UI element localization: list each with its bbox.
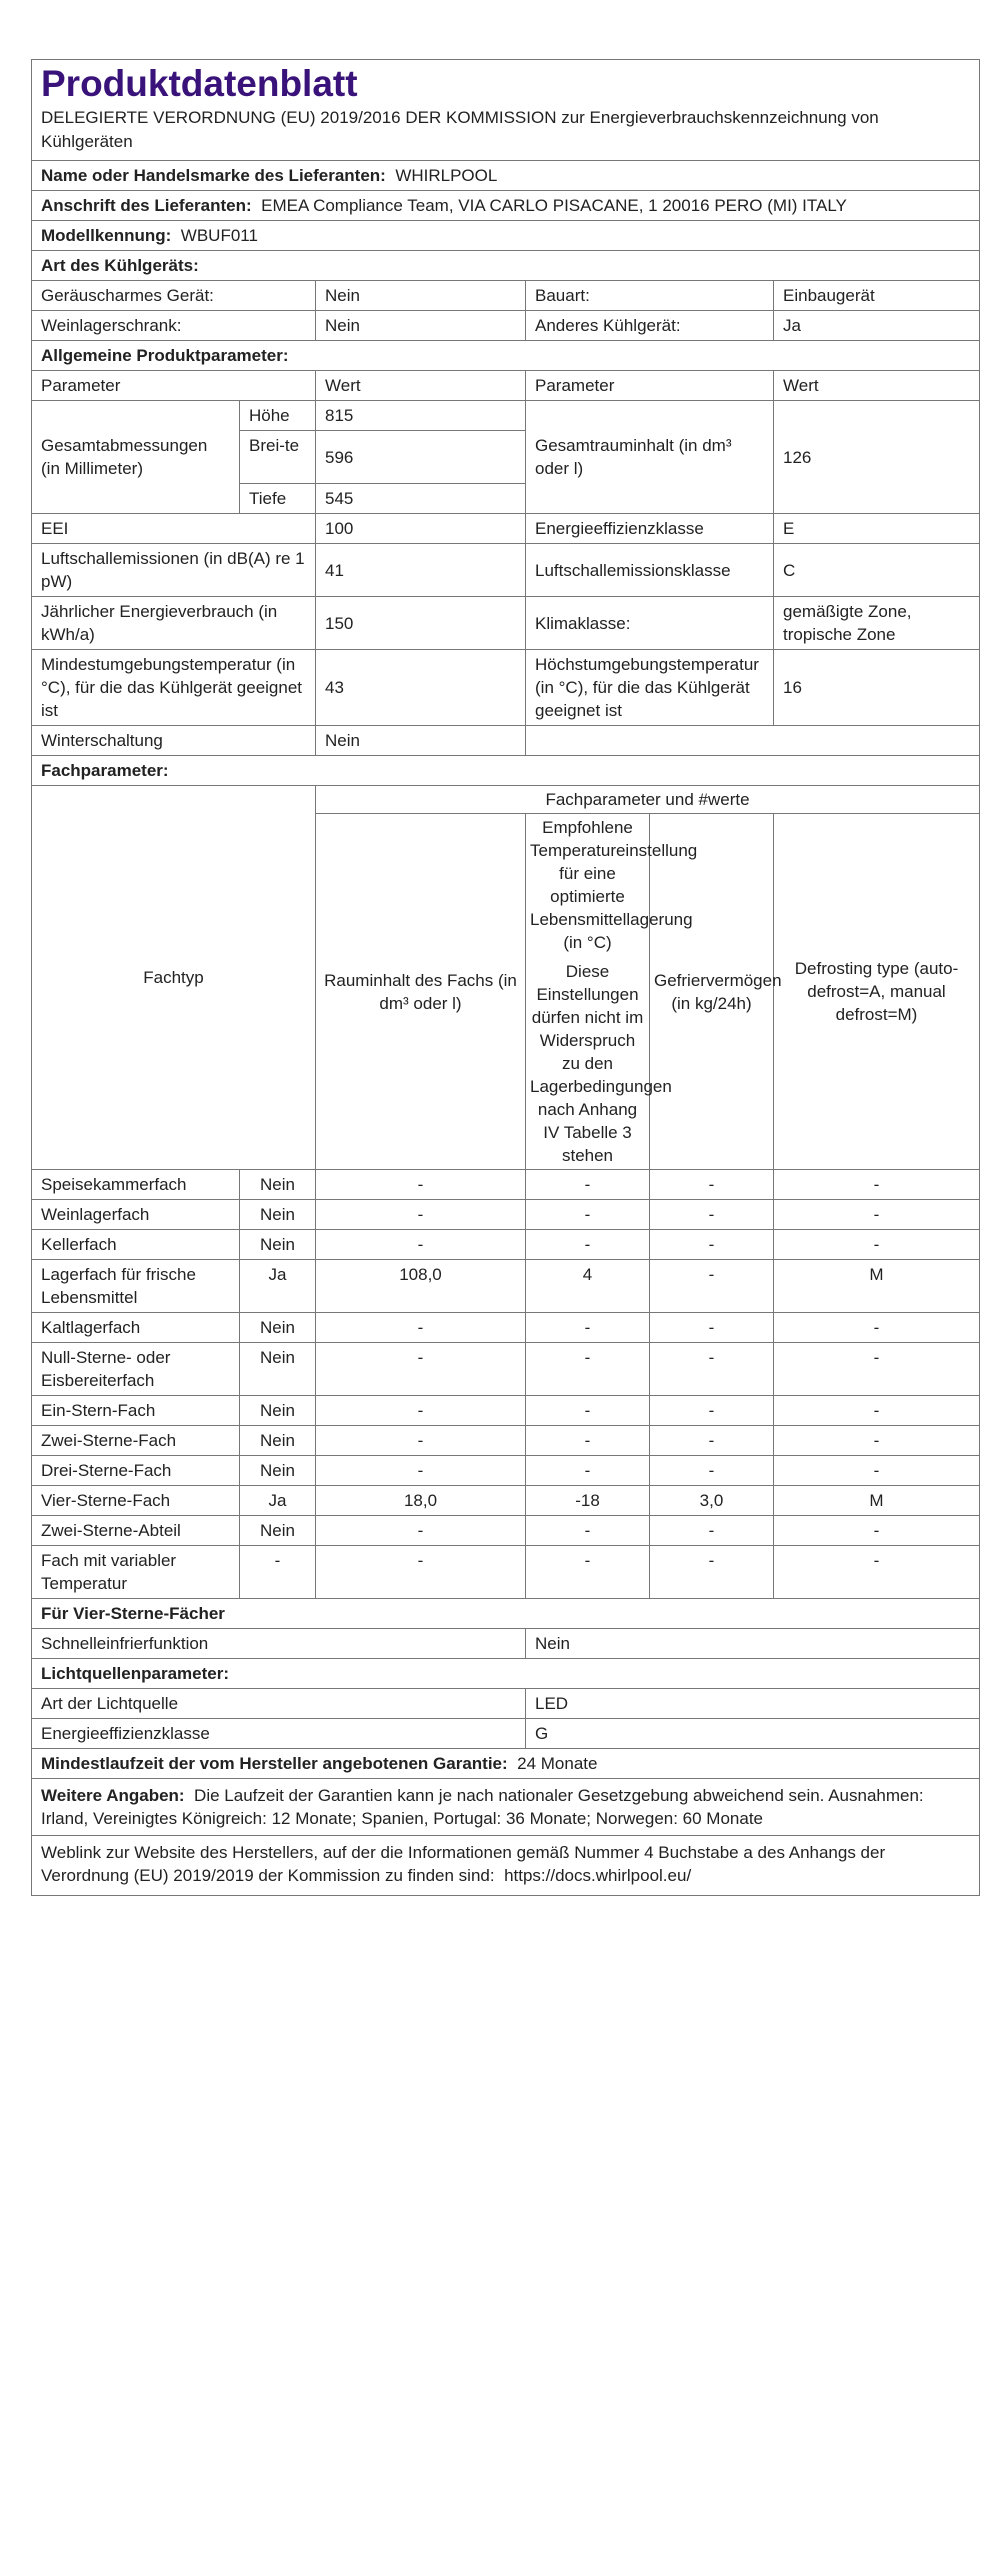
compartment-row	[32, 1516, 980, 1546]
param-label: Energieeffizienzklasse	[526, 514, 774, 544]
compartment-name: Zwei-Sterne-Abteil	[32, 1516, 240, 1546]
regulation-subtitle: DELEGIERTE VERORDNUNG (EU) 2019/2016 DER KOMMISSION zur Energieverbrauchskennzeichnung von Kühlgeräten	[41, 108, 879, 151]
light-source-heading-row	[32, 1659, 980, 1689]
compartment-freezing-capacity: -	[650, 1343, 774, 1396]
warranty-row	[32, 1749, 980, 1779]
param-value: 43	[316, 650, 526, 726]
compartment-present: Nein	[240, 1230, 316, 1260]
param-value: 150	[316, 597, 526, 650]
general-param-row	[32, 650, 980, 726]
cell-label: Anderes Kühlgerät:	[526, 311, 774, 341]
dimension-value: 545	[316, 484, 526, 514]
compartment-name: Kaltlagerfach	[32, 1313, 240, 1343]
supplier-address-label: Anschrift des Lieferanten:	[41, 196, 252, 215]
compartment-temperature: -	[526, 1170, 650, 1200]
cell-value: Ja	[774, 311, 980, 341]
model-row	[32, 221, 980, 251]
dimension-name: Brei-te	[240, 431, 316, 484]
compartment-type-header: Fachtyp	[32, 786, 316, 1170]
compartment-freezing-capacity: -	[650, 1170, 774, 1200]
weblink-text: Weblink zur Website des Herstellers, auf der die Informationen gemäß Nummer 4 Buchstabe a des Anhangs der Verordnung (EU) 2019/2019 der Kommission zu finden sind:	[41, 1843, 886, 1885]
defrost-type-column-header: Defrosting type (auto-defrost=A, manual defrost=M)	[774, 814, 980, 1170]
fast-freeze-value: Nein	[526, 1629, 980, 1659]
compartment-freezing-capacity: -	[650, 1426, 774, 1456]
light-type-value: LED	[526, 1689, 980, 1719]
param-value: C	[774, 544, 980, 597]
four-star-heading-row	[32, 1599, 980, 1629]
dimension-value: 596	[316, 431, 526, 484]
param-value: gemäßigte Zone, tropische Zone	[774, 597, 980, 650]
compartment-freezing-capacity: -	[650, 1516, 774, 1546]
compartment-present: Nein	[240, 1343, 316, 1396]
compartment-present: -	[240, 1546, 316, 1599]
compartment-row	[32, 1170, 980, 1200]
compartment-name: Fach mit variabler Temperatur	[32, 1546, 240, 1599]
dimensions-label: Gesamtabmessungen (in Millimeter)	[32, 401, 240, 514]
compartment-defrost-type: -	[774, 1170, 980, 1200]
param-label: Luftschallemissionen (in dB(A) re 1 pW)	[32, 544, 316, 597]
compartment-row	[32, 1200, 980, 1230]
dimension-value: 815	[316, 401, 526, 431]
weblink-url[interactable]: https://docs.whirlpool.eu/	[504, 1866, 692, 1885]
freezing-capacity-column-header: Gefriervermögen (in kg/24h)	[650, 814, 774, 1170]
light-class-value: G	[526, 1719, 980, 1749]
compartment-freezing-capacity: -	[650, 1546, 774, 1599]
compartment-row	[32, 1230, 980, 1260]
compartment-volume: -	[316, 1230, 526, 1260]
compartment-present: Nein	[240, 1396, 316, 1426]
supplier-name-value: WHIRLPOOL	[395, 166, 498, 185]
compartment-volume: -	[316, 1396, 526, 1426]
compartment-present: Nein	[240, 1516, 316, 1546]
cell-label: Geräuscharmes Gerät:	[32, 281, 316, 311]
compartment-temperature: -	[526, 1313, 650, 1343]
dimension-name: Höhe	[240, 401, 316, 431]
total-volume-value: 126	[774, 401, 980, 514]
supplier-name-row	[32, 161, 980, 191]
compartment-row	[32, 1260, 980, 1313]
compartment-volume: -	[316, 1516, 526, 1546]
compartment-freezing-capacity: -	[650, 1200, 774, 1230]
compartment-defrost-type: M	[774, 1486, 980, 1516]
compartment-name: Drei-Sterne-Fach	[32, 1456, 240, 1486]
model-label: Modellkennung:	[41, 226, 172, 245]
compartment-freezing-capacity: -	[650, 1230, 774, 1260]
param-label: Luftschallemissionsklasse	[526, 544, 774, 597]
further-info-label: Weitere Angaben:	[41, 1786, 185, 1805]
light-type-label: Art der Lichtquelle	[32, 1689, 526, 1719]
param-label: Klimaklasse:	[526, 597, 774, 650]
compartment-volume: 108,0	[316, 1260, 526, 1313]
compartment-freezing-capacity: 3,0	[650, 1486, 774, 1516]
compartment-temperature: -	[526, 1456, 650, 1486]
compartment-freezing-capacity: -	[650, 1260, 774, 1313]
dimension-name: Tiefe	[240, 484, 316, 514]
compartment-defrost-type: -	[774, 1313, 980, 1343]
compartment-temperature: -	[526, 1396, 650, 1426]
compartment-temperature: -	[526, 1516, 650, 1546]
empty-cell	[526, 726, 980, 756]
param-value: E	[774, 514, 980, 544]
appliance-type-heading: Art des Kühlgeräts:	[32, 251, 980, 281]
supplier-address-value: EMEA Compliance Team, VIA CARLO PISACANE, 1 20016 PERO (MI) ITALY	[261, 196, 847, 215]
temperature-header-text: Empfohlene Temperatureinstellung für eine optimierte Lebensmittellagerung (in °C)	[530, 818, 698, 952]
light-class-label: Energieeffizienzklasse	[32, 1719, 526, 1749]
compartment-defrost-type: -	[774, 1516, 980, 1546]
compartment-heading-row	[32, 756, 980, 786]
compartment-name: Speisekammerfach	[32, 1170, 240, 1200]
compartment-present: Nein	[240, 1200, 316, 1230]
compartment-present: Ja	[240, 1260, 316, 1313]
compartment-volume: 18,0	[316, 1486, 526, 1516]
compartment-row	[32, 1486, 980, 1516]
compartment-temperature: -	[526, 1200, 650, 1230]
product-data-sheet	[31, 59, 979, 1896]
appliance-type-heading-row	[32, 251, 980, 281]
compartment-volume: -	[316, 1313, 526, 1343]
compartment-volume: -	[316, 1343, 526, 1396]
param-label: Mindestumgebungstemperatur (in °C), für die das Kühlgerät geeignet ist	[32, 650, 316, 726]
compartment-volume: -	[316, 1200, 526, 1230]
compartment-volume: -	[316, 1546, 526, 1599]
compartment-temperature: 4	[526, 1260, 650, 1313]
supplier-name-label: Name oder Handelsmarke des Lieferanten:	[41, 166, 386, 185]
compartment-freezing-capacity: -	[650, 1313, 774, 1343]
four-star-heading: Für Vier-Sterne-Fächer	[32, 1599, 980, 1629]
general-param-row	[32, 514, 980, 544]
param-label: Jährlicher Energieverbrauch (in kWh/a)	[32, 597, 316, 650]
param-value: 16	[774, 650, 980, 726]
compartment-rows	[32, 1170, 980, 1599]
compartment-defrost-type: -	[774, 1230, 980, 1260]
param-value: 41	[316, 544, 526, 597]
warranty-value: 24 Monate	[517, 1754, 598, 1773]
compartment-temperature: -	[526, 1230, 650, 1260]
winter-switch-value: Nein	[316, 726, 526, 756]
compartment-group-header: Fachparameter und #werte	[316, 786, 980, 814]
general-param-row	[32, 597, 980, 650]
compartment-name: Ein-Stern-Fach	[32, 1396, 240, 1426]
compartment-defrost-type: -	[774, 1546, 980, 1599]
compartment-row	[32, 1396, 980, 1426]
light-source-heading: Lichtquellenparameter:	[32, 1659, 980, 1689]
column-header: Wert	[774, 371, 980, 401]
compartment-temperature: -	[526, 1343, 650, 1396]
compartment-defrost-type: -	[774, 1396, 980, 1426]
temperature-column-header	[526, 814, 698, 1170]
param-label: EEI	[32, 514, 316, 544]
compartment-name: Lagerfach für frische Lebensmittel	[32, 1260, 240, 1313]
compartment-name: Zwei-Sterne-Fach	[32, 1426, 240, 1456]
further-info-text: Die Laufzeit der Garantien kann je nach nationaler Gesetzgebung abweichend sein. Ausnahmen: Irland, Vereinigtes Königreich: 12 Monate; Spanien, Portugal: 36 Monate; Norwegen: 60 Monate	[41, 1786, 924, 1828]
further-info-row	[32, 1779, 980, 1836]
compartment-present: Ja	[240, 1486, 316, 1516]
column-header: Wert	[316, 371, 526, 401]
total-volume-label: Gesamtrauminhalt (in dm³ oder l)	[526, 401, 774, 514]
cell-label: Bauart:	[526, 281, 774, 311]
compartment-heading: Fachparameter:	[32, 756, 980, 786]
general-header-row	[32, 371, 980, 401]
cell-value: Einbaugerät	[774, 281, 980, 311]
page-title: Produktdatenblatt	[41, 63, 358, 104]
fast-freeze-label: Schnelleinfrierfunktion	[32, 1629, 526, 1659]
compartment-temperature: -	[526, 1426, 650, 1456]
compartment-volume: -	[316, 1170, 526, 1200]
compartment-defrost-type: -	[774, 1343, 980, 1396]
cell-label: Weinlagerschrank:	[32, 311, 316, 341]
compartment-name: Kellerfach	[32, 1230, 240, 1260]
column-header: Parameter	[32, 371, 316, 401]
param-label: Höchstumgebungstemperatur (in °C), für die das Kühlgerät geeignet ist	[526, 650, 774, 726]
compartment-row	[32, 1343, 980, 1396]
compartment-present: Nein	[240, 1170, 316, 1200]
light-type-row	[32, 1689, 980, 1719]
dimension-row	[32, 401, 980, 431]
compartment-defrost-type: M	[774, 1260, 980, 1313]
winter-switch-row	[32, 726, 980, 756]
compartment-defrost-type: -	[774, 1200, 980, 1230]
compartment-row	[32, 1456, 980, 1486]
title-row	[32, 60, 980, 161]
compartment-present: Nein	[240, 1313, 316, 1343]
compartment-group-header-row	[32, 786, 980, 814]
temperature-header-note: Diese Einstellungen dürfen nicht im Widerspruch zu den Lagerbedingungen nach Anhang IV Tabelle 3 stehen	[530, 962, 672, 1165]
compartment-name: Vier-Sterne-Fach	[32, 1486, 240, 1516]
compartment-name: Null-Sterne- oder Eisbereiterfach	[32, 1343, 240, 1396]
compartment-volume: -	[316, 1426, 526, 1456]
light-class-row	[32, 1719, 980, 1749]
appliance-type-row	[32, 311, 980, 341]
compartment-volume: -	[316, 1456, 526, 1486]
cell-value: Nein	[316, 311, 526, 341]
weblink-row	[32, 1836, 980, 1896]
general-heading: Allgemeine Produktparameter:	[32, 341, 980, 371]
warranty-label: Mindestlaufzeit der vom Hersteller angebotenen Garantie:	[41, 1754, 508, 1773]
general-param-row	[32, 544, 980, 597]
compartment-freezing-capacity: -	[650, 1456, 774, 1486]
compartment-temperature: -18	[526, 1486, 650, 1516]
compartment-temperature: -	[526, 1546, 650, 1599]
volume-column-header: Rauminhalt des Fachs (in dm³ oder l)	[316, 814, 526, 1170]
winter-switch-label: Winterschaltung	[32, 726, 316, 756]
compartment-freezing-capacity: -	[650, 1396, 774, 1426]
param-value: 100	[316, 514, 526, 544]
compartment-row	[32, 1426, 980, 1456]
compartment-row	[32, 1313, 980, 1343]
model-value: WBUF011	[180, 226, 258, 245]
cell-value: Nein	[316, 281, 526, 311]
product-data-table	[31, 59, 980, 1896]
compartment-defrost-type: -	[774, 1426, 980, 1456]
appliance-type-row	[32, 281, 980, 311]
general-heading-row	[32, 341, 980, 371]
compartment-present: Nein	[240, 1456, 316, 1486]
compartment-defrost-type: -	[774, 1456, 980, 1486]
fast-freeze-row	[32, 1629, 980, 1659]
compartment-present: Nein	[240, 1426, 316, 1456]
supplier-address-row	[32, 191, 980, 221]
column-header: Parameter	[526, 371, 774, 401]
compartment-name: Weinlagerfach	[32, 1200, 240, 1230]
compartment-row	[32, 1546, 980, 1599]
